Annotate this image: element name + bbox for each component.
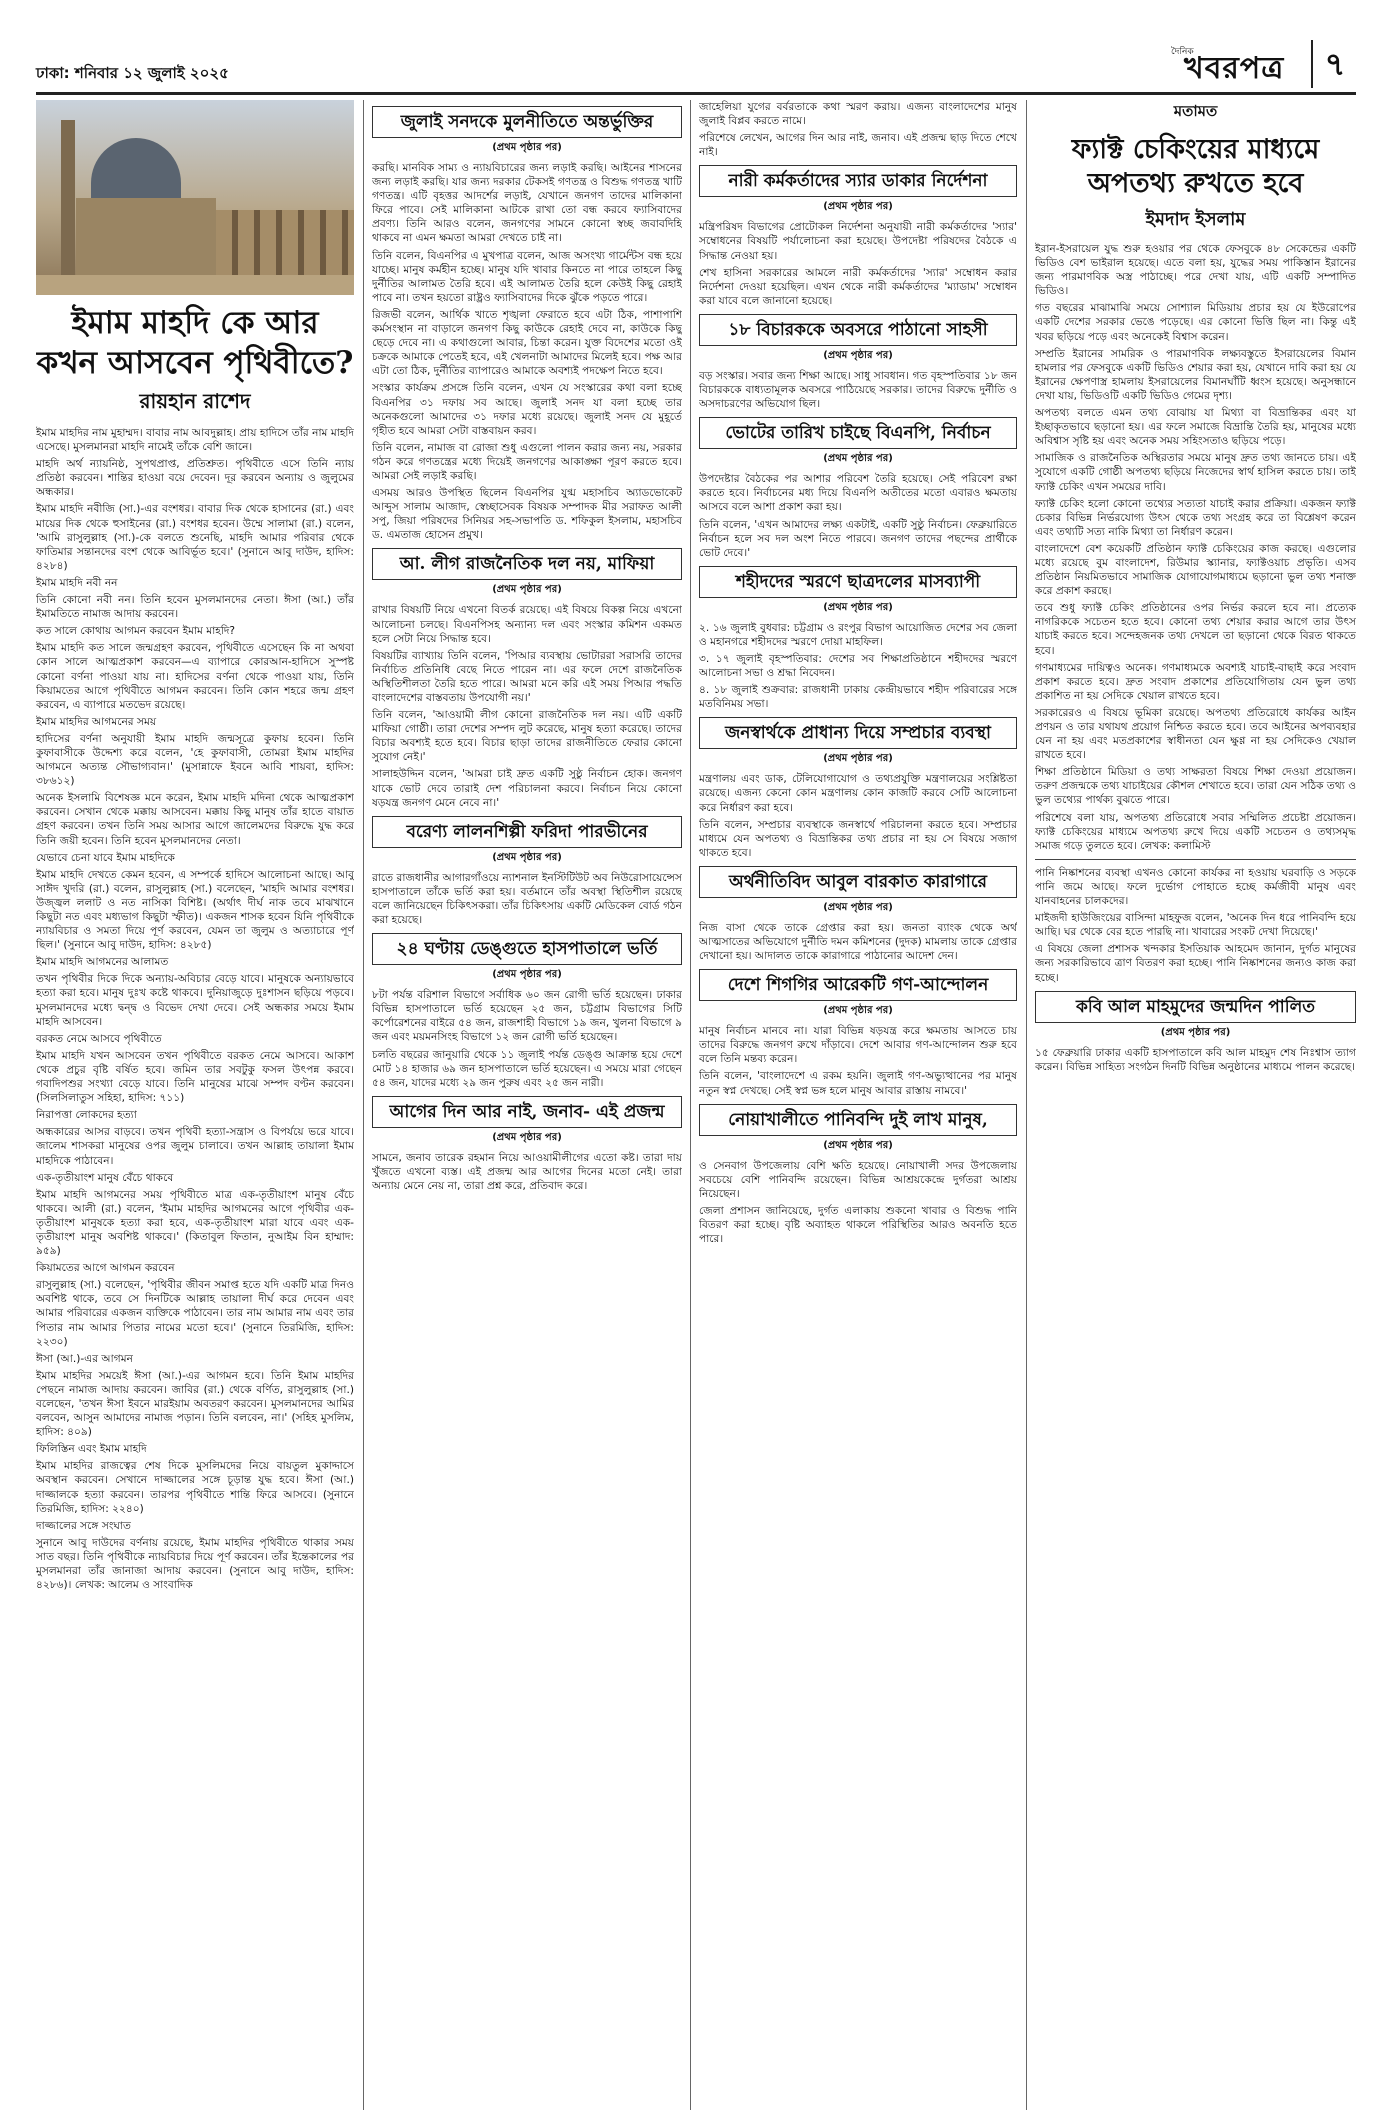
continued-label: (প্রথম পৃষ্ঠার পর) xyxy=(823,753,893,765)
continued-label: (প্রথম পৃষ্ঠার পর) xyxy=(823,901,893,913)
paragraph: ইমাম মাহদি আগমনের আলামত xyxy=(36,956,169,969)
paragraph: রাসুলুল্লাহ (সা.) বলেছেন, 'পৃথিবীর জীবন সমাপ্ত হতে যদি একটি মাত্র দিনও অবশিষ্ট থাকে, তবে সে দিনটিকে আল্লাহ তায়ালা দীর্ঘ করে দেবেন এবং আমার পরিবারের একজন ব্যক্তিকে পাঠাবেন। তার নাম আমার নাম এবং তার পিতার নাম আমার পিতার নামের মতো হবে।' (সুনানে তিরমিজি, হাদিস: ২২৩০) xyxy=(36,1279,354,1348)
paragraph: ৪. ১৮ জুলাই শুক্রবার: রাজধানী ঢাকায় কেন্দ্রীয়ভাবে শহীদ পরিবারের সঙ্গে মতবিনিময় সভা। xyxy=(699,684,1017,711)
paragraph: মন্ত্রণালয় এবং ডাক, টেলিযোগাযোগ ও তথ্যপ্রযুক্তি মন্ত্রণালয়ের সংশ্লিষ্টতা রয়েছে। এজন্য কেনো কোন মন্ত্রণালয় কোন কাজটি করবে সেটি আলোচনা করে নির্ধারণ করা হবে। xyxy=(699,773,1017,814)
mosque-photo xyxy=(36,100,354,295)
paragraph: ইমাম মাহদির নাম মুহাম্মদ। বাবার নাম আবদুল্লাহ। প্রায় হাদিসে তাঁর নাম মাহদি এসেছে। মুসলমানরা মাহদি নামেই তাঁকে বেশি জানে। xyxy=(36,427,354,454)
continued-label: (প্রথম পৃষ্ঠার পর) xyxy=(492,142,562,153)
article-headline: অর্থনীতিবিদ আবুল বারকাত কারাগারে xyxy=(699,866,1017,898)
article-body xyxy=(699,100,1017,159)
paragraph: জেলা প্রশাসন জানিয়েছে, দুর্গত এলাকায় শুকনো খাবার ও বিশুদ্ধ পানি বিতরণ করা হচ্ছে। বৃষ্টি অব্যাহত থাকলে পরিস্থিতির আরও অবনতি হতে পারে। xyxy=(699,1204,1017,1246)
paragraph: এসময় আরও উপস্থিত ছিলেন বিএনপির যুগ্ম মহাসচিব অ্যাডভোকেট আব্দুস সালাম আজাদ, স্বেচ্ছাসেবক বিষয়ক সম্পাদক মীর সরাফত আলী সপু, জিয়া পরিষদের সিনিয়র সহ-সভাপতি ড. শফিকুল ইসলাম, মহাসচিব ড. এমতাজ হোসেন প্রমুখ। xyxy=(372,487,682,542)
article-headline: দেশে শিগগির আরেকটি গণ-আন্দোলন xyxy=(699,969,1017,1001)
paragraph: তিনি বলেন, সম্প্রচার ব্যবস্থাকে জনস্বার্থে পরিচালনা করতে হবে। সম্প্রচার মাধ্যমে যেন অপতথ্য ও বিভ্রান্তিকর তথ্য প্রচার না হয় সে বিষয়ে সজাগ থাকতে হবে। xyxy=(699,818,1017,859)
paragraph: শেখ হাসিনা সরকারের আমলে নারী কর্মকর্তাদের 'স্যার' সম্বোধন করার নির্দেশনা দেওয়া হয়েছিল। এখন থেকে নারী কর্মকর্তাদের 'ম্যাডাম' সম্বোধন করা যাবে বলে জানানো হয়েছে। xyxy=(699,266,1017,307)
article-headline: ফ্যাক্ট চেকিংয়ের মাধ্যমে অপতথ্য রুখতে হবে xyxy=(1071,134,1320,199)
article-body xyxy=(1035,866,1356,985)
paragraph: নিরাপত্তা লোকদের হত্যা xyxy=(36,1109,137,1122)
article-headline: আগের দিন আর নাই, জনাব- এই প্রজন্ম xyxy=(372,1096,682,1128)
issue-date: ঢাকা: শনিবার ১২ জুলাই ২০২৫ xyxy=(36,64,229,82)
paragraph: ইরান-ইসরায়েল যুদ্ধ শুরু হওয়ার পর থেকে ফেসবুকে ৪৮ সেকেন্ডের একটি ভিডিও বেশ ভাইরাল হয়েছে। এতে বলা হয়, যুদ্ধের সময় পাকিস্তান ইরানের জন্য পারমাণবিক অস্ত্র পাঠাচ্ছে। পরে দেখা যায়, এটি একটি সম্পাদিত ভিডিও। xyxy=(1035,243,1356,298)
column-3 xyxy=(699,100,1017,2110)
article-headline: আ. লীগ রাজনৈতিক দল নয়, মাফিয়া xyxy=(372,548,682,580)
paragraph: ২. ১৬ জুলাই বুধবার: চট্টগ্রাম ও রংপুর বিভাগ আয়োজিত দেশের সব জেলা ও মহানগরে শহীদদের স্মরণে দোয়া মাহফিল। xyxy=(699,621,1017,648)
paragraph: ১৫ ফেব্রুয়ারি ঢাকার একটি হাসপাতালে কবি আল মাহমুদ শেষ নিঃশ্বাস ত্যাগ করেন। বিভিন্ন সাহিত্য সংগঠন দিনটি বিভিন্ন অনুষ্ঠানের মাধ্যমে পালন করেছে। xyxy=(1035,1046,1356,1073)
continued-label: (প্রথম পৃষ্ঠার পর) xyxy=(492,584,562,596)
paragraph: ইমাম মাহদি আগমনের সময় পৃথিবীতে মাত্র এক-তৃতীয়াংশ মানুষ বেঁচে থাকবে। আলী (রা.) বলেন, 'ইমাম মাহদির আগমনের আগে পৃথিবীর এক-তৃতীয়াংশ মানুষকে হত্যা করা হবে, এক-তৃতীয়াংশ মারা যাবে এবং এক-তৃতীয়াংশ মানুষ অবশিষ্ট থাকবে।' (কিতাবুল ফিতান, নুআইম বিন হাম্মাদ: ৯৫৯) xyxy=(36,1188,354,1258)
paragraph: অন্ধকারের আসর বাড়বে। তখন পৃথিবী হত্যা-সন্ত্রাস ও বিপর্যয়ে ভরে যাবে। জালেম শাসকরা মানুষের ওপর জুলুম চালাবে। তখন আল্লাহ তায়ালা ইমাম মাহদিকে পাঠাবেন। xyxy=(36,1126,354,1167)
paragraph: জাহেলিয়া যুগের বর্বরতাকে কথা স্মরণ করায়। এজন্য বাংলাদেশের মানুষ জুলাই বিপ্লব করতে নামে। xyxy=(699,101,1017,128)
article-headline: ১৮ বিচারককে অবসরে পাঠানো সাহসী xyxy=(699,314,1017,346)
paragraph: ইমাম মাহদি নবী নন xyxy=(36,576,118,589)
paper-daily-label: দৈনিক xyxy=(1171,47,1194,57)
article-headline: ২৪ ঘণ্টায় ডেঙ্গুতে হাসপাতালে ভর্তি xyxy=(372,933,682,965)
paragraph: অপতথ্য বলতে এমন তথ্য বোঝায় যা মিথ্যা বা বিভ্রান্তিকর এবং যা ইচ্ছাকৃতভাবে ছড়ানো হয়। এর ফলে সমাজে বিভ্রান্তি তৈরি হয়, মানুষের মধ্যে অবিশ্বাস সৃষ্টি হয় এবং অনেক সময় সহিংসতাও ছড়িয়ে পড়ে। xyxy=(1035,407,1356,448)
article-headline: জুলাই সনদকে মুলনীতিতে অন্তর্ভুক্তির xyxy=(372,106,682,138)
continued-label: (প্রথম পৃষ্ঠার পর) xyxy=(823,453,893,465)
column-separator xyxy=(690,100,691,2110)
paragraph: ইমাম মাহদির সময়েই ঈসা (আ.)-এর আগমন হবে। তিনি ইমাম মাহদির পেছনে নামাজ আদায় করবেন। জাবির (রা.) থেকে বর্ণিত, রাসুলুল্লাহ (সা.) বলেছেন, 'তখন ঈসা ইবনে মারইয়াম অবতরণ করবেন। মুসলমানদের আমির বলবেন, আসুন আমাদের নামাজ পড়ান। তিনি বলবেন, না।' (সহিহ মুসলিম, হাদিস: ৪০৯) xyxy=(36,1369,354,1439)
paragraph: তখন পৃথিবীর দিকে দিকে অন্যায়-অবিচার বেড়ে যাবে। মানুষকে অন্যায়ভাবে হত্যা করা হবে। মানুষ দুঃখ কষ্টে থাকবে। দুনিয়াজুড়ে দুঃশাসন ছড়িয়ে পড়বে। মুসলমানদের মধ্যে দ্বন্দ্ব ও বিভেদ দেখা দেবে। সেই অন্ধকার সময়ে ইমাম মাহদি আসবেন। xyxy=(36,973,354,1028)
page-number: ৭ xyxy=(1311,40,1357,88)
paragraph: সুনানে আবু দাউদের বর্ণনায় রয়েছে, ইমাম মাহদির পৃথিবীতে থাকার সময় সাত বছর। তিনি পৃথিবীকে ন্যায়বিচার দিয়ে পূর্ণ করবেন। তাঁর ইন্তেকালের পর মুসলমানরা তাঁর জানাজা আদায় করবেন। (সুনানে আবু দাউদ, হাদিস: ৪২৮৬)। লেখক: আলেম ও সাংবাদিক xyxy=(36,1536,354,1592)
paragraph: রাখার বিষয়টি নিয়ে এখনো বিতর্ক রয়েছে। এই বিষয়ে বিকল্প নিয়ে এখনো আলোচনা চলছে। বিএনপিসহ অন্যান্য দল এবং সংস্কার কমিশন একমত হলে সেটা নিয়ে সিদ্ধান্ত হবে। xyxy=(372,604,682,645)
article-body xyxy=(699,921,1017,963)
paragraph: গত বছরের মাঝামাঝি সময়ে সোশ্যাল মিডিয়ায় প্রচার হয় যে ইউরোপের একটি দেশের সরকার ভেঙে পড়েছে। এর কোনো ভিত্তি ছিল না। কিন্তু এই খবর ছড়িয়ে পড়ে এবং অনেকেই বিশ্বাস করেন। xyxy=(1035,302,1356,343)
header-rule xyxy=(36,92,1356,95)
paragraph: মাহদি অর্থ ন্যায়নিষ্ঠ, সুপথপ্রাপ্ত, প্রতিশ্রুত। পৃথিবীতে এসে তিনি ন্যায় প্রতিষ্ঠা করবেন। শান্তির হাওয়া বয়ে দেবেন। দূর করবেন অন্যায় ও জুলুমের অন্ধকার। xyxy=(36,458,354,499)
article-body xyxy=(699,1159,1017,1247)
article-body xyxy=(372,1151,682,1193)
paragraph: তিনি বলেন, নামাজ বা রোজা শুধু এগুলো পালন করার জন্য নয়, সরকার গঠন করে গণতন্ত্রের মধ্যে দিয়েই জনগণের আকাঙ্ক্ষা পূরণ করতে হবে। আমরা সেই লড়াই করছি। xyxy=(372,441,682,482)
paragraph: সালাহউদ্দিন বলেন, 'আমরা চাই দ্রুত একটি সুষ্ঠু নির্বাচন হোক। জনগণ যাকে ভোট দেবে তারাই দেশ পরিচালনা করবে। নির্বাচন নিয়ে কোনো ষড়যন্ত্র জনগণ মেনে নেবে না।' xyxy=(372,768,682,809)
paragraph: রিজভী বলেন, আর্থিক খাতে শৃঙ্খলা ফেরাতে হবে এটা ঠিক, পাশাপাশি কর্মসংস্থান না বাড়ালে জনগণ কিছু কাউকে রেহাই দেবে না, কাউকে কিছু ছেড়ে দেবে না। এ কথাগুলো আবার, চিন্তা করেন। যুক্ত বিদেশের মতো ওই চক্রকে আমাকে পেতেই হবে, এই খেলনাটা আমাদের মিলেই হবে। পক্ষ আর এটা তো ঠিক, দুর্নীতির ব্যাপারেও আমাকে অবশ্যই পদক্ষেপ নিতে হবে। xyxy=(372,308,682,378)
paragraph: পানি নিষ্কাশনের ব্যবস্থা এখনও কোনো কার্যকর না হওয়ায় ঘরবাড়ি ও সড়কে পানি জমে আছে। ফলে দুর্ভোগ পোহাতে হচ্ছে কর্মজীবী মানুষ এবং যানবাহনের চালকদের। xyxy=(1035,866,1356,908)
article-body xyxy=(36,426,354,1592)
column-2 xyxy=(372,100,682,2110)
paragraph: বিষয়টির ব্যাখ্যায় তিনি বলেন, 'পিআর ব্যবস্থায় ভোটাররা সরাসরি তাদের নির্বাচিত প্রতিনিধি বেছে নিতে পারেন না। এর ফলে দেশে রাজনৈতিক অস্থিতিশীলতা তৈরি হতে পারে। আমরা মনে করি এই সময় পিআর পদ্ধতি বাংলাদেশের বাস্তবতায় উপযোগী নয়।' xyxy=(372,649,682,704)
paragraph: তবে শুধু ফ্যাক্ট চেকিং প্রতিষ্ঠানের ওপর নির্ভর করলে হবে না। প্রত্যেক নাগরিককে সচেতন হতে হবে। কোনো তথ্য শেয়ার করার আগে তার উৎস যাচাই করতে হবে। সন্দেহজনক তথ্য দেখলে তা ছড়ানো থেকে বিরত থাকতে হবে। xyxy=(1035,602,1356,657)
paragraph: সামাজিক ও রাজনৈতিক অস্থিরতার সময়ে মানুষ দ্রুত তথ্য জানতে চায়। এই সুযোগে একটি গোষ্ঠী অপতথ্য ছড়িয়ে নিজেদের স্বার্থ হাসিল করতে চায়। তাই ফ্যাক্ট চেকিং এখন সময়ের দাবি। xyxy=(1035,452,1356,493)
paragraph: ইমাম মাহদি যখন আসবেন তখন পৃথিবীতে বরকত নেমে আসবে। আকাশ থেকে প্রচুর বৃষ্টি বর্ষিত হবে। জমিন তার সবটুকু ফসল উৎপন্ন করবে। গবাদিপশুর সংখ্যা বেড়ে যাবে। তিনি মানুষের মাঝে সম্পদ বণ্টন করবেন। (সিলসিলাতুস সহিহা, হাদিস: ৭১১) xyxy=(36,1049,354,1105)
paragraph: পরিশেষে বলা যায়, অপতথ্য প্রতিরোধে সবার সম্মিলিত প্রচেষ্টা প্রয়োজন। ফ্যাক্ট চেকিংয়ের মাধ্যমে অপতথ্য রুখে দিয়ে একটি সচেতন ও তথ্যসমৃদ্ধ সমাজ গড়ে তুলতে হবে। লেখক: কলামিস্ট xyxy=(1035,811,1356,852)
paragraph: সংস্কার কার্যক্রম প্রসঙ্গে তিনি বলেন, এখন যে সংস্কারের কথা বলা হচ্ছে বিএনপির ৩১ দফায় সব আছে। জুলাই সনদ যা বলা হচ্ছে তার অনেকগুলো আমাদের ৩১ দফার মধ্যে রয়েছে। জুলাই সনদ যে মুহূর্তে গৃহীত হবে আমরা সেটা বাস্তবায়ন করব। xyxy=(372,382,682,437)
paragraph: যেভাবে চেনা যাবে ইমাম মাহদিকে xyxy=(36,851,175,864)
paragraph: রাতে রাজধানীর আগারগাঁওয়ে ন্যাশনাল ইনস্টিটিউট অব নিউরোসায়েন্সেস হাসপাতালে তাঁকে ভর্তি করা হয়। বর্তমানে তাঁর অবস্থা স্থিতিশীল রয়েছে বলে জানিয়েছেন চিকিৎসকরা। তাঁর চিকিৎসায় একটি মেডিকেল বোর্ড গঠন করা হয়েছে। xyxy=(372,871,682,927)
article-body xyxy=(372,603,682,809)
paragraph: কত সালে কোথায় আগমন করবেন ইমাম মাহদি? xyxy=(36,625,236,638)
article-body xyxy=(1035,242,1356,853)
article-body xyxy=(372,871,682,927)
article-body xyxy=(372,988,682,1090)
paragraph: তিনি বলেন, বিএনপির এ মুখপাত্র বলেন, আজ অসংখ্য গার্মেন্টস বন্ধ হয়ে যাচ্ছে। মানুষ কর্মহীন হচ্ছে। মানুষ যদি খাবার কিনতে না পারে তাহলে কিছু দুর্নীতির আলামত তৈরি হবে। এই আলামত তৈরি হলে কেউই কিছু রেহাই পাবে না। তখন হয়তো রাষ্ট্রও ফ্যাসিবাদের দিকে ঝুঁকে পড়তে পারে। xyxy=(372,249,682,304)
continued-label: (প্রথম পৃষ্ঠার পর) xyxy=(1160,1026,1231,1038)
paragraph: ইমাম মাহদির রাজত্বের শেষ দিকে মুসলিমদের নিয়ে বায়তুল মুকাদ্দাসে অবস্থান করবেন। সেখানে দাজ্জালের সঙ্গে চূড়ান্ত যুদ্ধ হবে। ঈসা (আ.) দাজ্জালকে হত্যা করবেন। তারপর পৃথিবীতে শান্তি ফিরে আসবে। (সুনানে তিরমিজি, হাদিস: ২২৪০) xyxy=(36,1460,354,1515)
paragraph: ইমাম মাহদি দেখতে কেমন হবেন, এ সম্পর্কে হাদিসে আলোচনা আছে। আবু সাঈদ খুদরি (রা.) বলেন, রাসুলুল্লাহ (সা.) বলেছেন, 'মাহদি আমার বংশধর। উজ্জ্বল ললাট ও নত নাসিকা বিশিষ্ট। (অর্থাৎ দীর্ঘ নাক তবে মাঝখানে কিছুটা নত এবং মধ্যভাগ কিছুটা স্ফীত)। একজন শাসক হবেন যিনি পৃথিবীকে ন্যায়বিচার ও সমতা দিয়ে পূর্ণ করবেন, যেমন তা জুলুম ও অত্যাচারে পূর্ণ ছিল।' (সুনানে আবু দাউদ, হাদিস: ৪২৮৫) xyxy=(36,868,354,952)
section-label: মতামত xyxy=(1173,102,1218,120)
paper-name: খবরপত্র xyxy=(1184,51,1285,86)
article-headline: ইমাম মাহদি কে আর কখন আসবেন পৃথিবীতে? xyxy=(36,305,354,381)
paragraph: গণমাধ্যমের দায়িত্বও অনেক। গণমাধ্যমকে অবশ্যই যাচাই-বাছাই করে সংবাদ প্রকাশ করতে হবে। দ্রুত সংবাদ প্রকাশের প্রতিযোগিতায় যেন ভুল তথ্য প্রকাশিত না হয় সেদিকে খেয়াল রাখতে হবে। xyxy=(1035,661,1356,702)
paragraph: কিয়ামতের আগে আগমন করবেন xyxy=(36,1262,175,1275)
article-body xyxy=(699,621,1017,712)
paragraph: চলতি বছরের জানুয়ারি থেকে ১১ জুলাই পর্যন্ত ডেঙ্গু আক্রান্ত হয়ে দেশে মোট ১৪ হাজার ৬৯ জন হাসপাতালে ভর্তি হয়েছেন। এ সময়ে মারা গেছেন ৫৪ জন, যাদের মধ্যে ২৯ জন পুরুষ এবং ২৫ জন নারী। xyxy=(372,1048,682,1089)
paragraph: বাংলাদেশে বেশ কয়েকটি প্রতিষ্ঠান ফ্যাক্ট চেকিংয়ের কাজ করছে। এগুলোর মধ্যে রয়েছে বুম বাংলাদেশ, রিউমার স্ক্যানার, ফ্যাক্টওয়াচ প্রভৃতি। এসব প্রতিষ্ঠান নিয়মিতভাবে সামাজিক যোগাযোগমাধ্যমে ছড়ানো ভুল তথ্য শনাক্ত করে প্রকাশ করছে। xyxy=(1035,542,1356,598)
paragraph: ফ্যাক্ট চেকিং হলো কোনো তথ্যের সত্যতা যাচাই করার প্রক্রিয়া। একজন ফ্যাক্ট চেকার বিভিন্ন নির্ভরযোগ্য উৎস থেকে তথ্য সংগ্রহ করে তা বিশ্লেষণ করেন এবং তথ্যটি সত্য নাকি মিথ্যা তা নির্ধারণ করেন। xyxy=(1035,497,1356,538)
continued-label: (প্রথম পৃষ্ঠার পর) xyxy=(823,601,893,613)
continued-label: (প্রথম পৃষ্ঠার পর) xyxy=(492,969,562,981)
paragraph: ৮টা পর্যন্ত বরিশাল বিভাগে সর্বাধিক ৬০ জন রোগী ভর্তি হয়েছেন। ঢাকার বিভিন্ন হাসপাতালে ভর্তি হয়েছেন ২৫ জন, চট্টগ্রাম বিভাগের সিটি কর্পোরেশনের বাইরে ৫৪ জন, রাজশাহী বিভাগে ১৯ জন, খুলনা বিভাগে ৯ জন এবং ময়মনসিংহ বিভাগে ১২ জন রোগী ভর্তি হয়েছেন। xyxy=(372,989,682,1044)
article-headline: শহীদদের স্মরণে ছাত্রদলের মাসব্যাপী xyxy=(699,566,1017,598)
paragraph: সরকারেরও এ বিষয়ে ভূমিকা রয়েছে। অপতথ্য প্রতিরোধে কার্যকর আইন প্রণয়ন ও তার যথাযথ প্রয়োগ নিশ্চিত করতে হবে। তবে আইনের অপব্যবহার যেন না হয় এবং মতপ্রকাশের স্বাধীনতা যেন ক্ষুণ্ণ না হয় সেদিকেও খেয়াল রাখতে হবে। xyxy=(1035,706,1356,762)
continued-label: (প্রথম পৃষ্ঠার পর) xyxy=(823,201,893,213)
article-body xyxy=(699,220,1017,308)
paragraph: ৩. ১৭ জুলাই বৃহস্পতিবার: দেশের সব শিক্ষাপ্রতিষ্ঠানে শহীদদের স্মরণে আলোচনা সভা ও শ্রদ্ধা নিবেদন। xyxy=(699,652,1017,680)
paragraph: বরকত নেমে আসবে পৃথিবীতে xyxy=(36,1032,162,1045)
paragraph: শিক্ষা প্রতিষ্ঠানে মিডিয়া ও তথ্য সাক্ষরতা বিষয়ে শিক্ষা দেওয়া প্রয়োজন। তরুণ প্রজন্মকে তথ্য যাচাইয়ের কৌশল শেখাতে হবে। তারা যেন সঠিক তথ্য ও ভুল তথ্যের পার্থক্য বুঝতে পারে। xyxy=(1035,766,1356,807)
article-body xyxy=(699,369,1017,411)
paragraph: এক-তৃতীয়াংশ মানুষ বেঁচে থাকবে xyxy=(36,1171,174,1184)
continued-label: (প্রথম পৃষ্ঠার পর) xyxy=(492,851,562,863)
paragraph: ইমাম মাহদি নবীজি (সা.)-এর বংশধর। বাবার দিক থেকে হাসানের (রা.) এবং মায়ের দিক থেকে হুসাইনের (রা.) বংশধর হবেন। উম্মে সালামা (রা.) বলেন, 'আমি রাসুলুল্লাহ (সা.)-কে বলতে শুনেছি, মাহদি আমার পরিবার থেকে ফাতিমার সন্তানদের বংশ থেকে আবির্ভূত হবে।' (সুনানে আবু দাউদ, হাদিস: ৪২৮৪) xyxy=(36,503,354,572)
paragraph: ফিলিস্তিন এবং ইমাম মাহদি xyxy=(36,1443,147,1456)
column-4 xyxy=(1035,100,1356,2110)
article-body xyxy=(699,772,1017,860)
paragraph: মন্ত্রিপরিষদ বিভাগের প্রোটোকল নির্দেশনা অনুযায়ী নারী কর্মকর্তাদের 'স্যার' সম্বোধনের বিষয়টি পর্যালোচনা করা হয়েছে। উপদেষ্টা পরিষদের বৈঠকে এ সিদ্ধান্ত নেওয়া হয়। xyxy=(699,221,1017,262)
paragraph: মানুষ নির্বাচন মানবে না। যারা বিভিন্ন ষড়যন্ত্র করে ক্ষমতায় আসতে চায় তাদের বিরুদ্ধে জনগণ রুখে দাঁড়াবে। দেশে আবার গণ-আন্দোলন শুরু হবে বলে তিনি মন্তব্য করেন। xyxy=(699,1025,1017,1066)
paragraph: সামনে, জনাব তারেক রহমান নিয়ে আওয়ামীলীগের এতো কষ্ট। তারা দায় খুঁজতে এখনো ব্যস্ত। এই প্রজন্ম আর আগের দিনের মতো নেই। তারা অন্যায় মেনে নেয় না, তারা প্রশ্ন করে, প্রতিবাদ করে। xyxy=(372,1151,682,1192)
paragraph: নিজ বাসা থেকে তাকে গ্রেপ্তার করা হয়। জনতা ব্যাংক থেকে অর্থ আত্মসাতের অভিযোগে দুর্নীতি দমন কমিশনের (দুদক) মামলায় তাকে গ্রেপ্তার দেখানো হয়। আদালত তাকে কারাগারে পাঠানোর আদেশ দেন। xyxy=(699,921,1017,963)
article-headline: বরেণ্য লালনশিল্পী ফরিদা পারভীনের xyxy=(372,816,682,848)
paragraph: এ বিষয়ে জেলা প্রশাসক খন্দকার ইসতিয়াক আহমেদ জানান, দুর্গত মানুষের জন্য সরকারিভাবে ত্রাণ বিতরণ করা হচ্ছে। পানি নিষ্কাশনের জন্যও কাজ করা হচ্ছে। xyxy=(1035,943,1356,984)
article-headline: নারী কর্মকর্তাদের স্যার ডাকার নির্দেশনা xyxy=(699,165,1017,197)
paragraph: বড় সংস্কার। সবার জন্য শিক্ষা আছে। সাধু সাবধান। গত বৃহস্পতিবার ১৮ জন বিচারককে বাধ্যতামূলক অবসরে পাঠিয়েছে সরকার। তাদের বিরুদ্ধে দুর্নীতি ও অসদাচরণের অভিযোগ ছিল। xyxy=(699,369,1017,411)
article-headline: নোয়াখালীতে পানিবন্দি দুই লাখ মানুষ, xyxy=(699,1104,1017,1136)
continued-label: (প্রথম পৃষ্ঠার পর) xyxy=(823,1005,893,1017)
paragraph: করছি। মানবিক সাম্য ও ন্যায়বিচারের জন্য লড়াই করছি। আইনের শাসনের জন্য লড়াই করছি। যার জন্য দরকার টেকসই গণতন্ত্র ও বিশুদ্ধ গণতন্ত্র খাটি গণতন্ত্র। এটি বৃহত্তর আদর্শের লড়াই, যেখানে জনগণ তাদের মালিকানা ফিরে পাবে। সেই মালিকানা আটকে রাখা তো বন্ধ করবে ফ্যাসিবাদের প্রবণ্য। তিনি আরও বলেন, জনগণের সামনে কোনো স্বচ্ছ জবাবদিহি থাকবে না এমন ক্ষমতা আমরা দেখতে চাই না। xyxy=(372,162,682,245)
article-body xyxy=(699,1024,1017,1097)
article-headline: কবি আল মাহমুদের জন্মদিন পালিত xyxy=(1035,991,1356,1023)
paragraph: দাজ্জালের সঙ্গে সংঘাত xyxy=(36,1519,131,1532)
paragraph: ঈসা (আ.)-এর আগমন xyxy=(36,1352,133,1365)
paragraph: মাইজদী হাউজিংয়ের বাসিন্দা মাহফুজ বলেন, 'অনেক দিন ধরে পানিবন্দি হয়ে আছি। ঘর থেকে বের হতে পারছি না। খাবারের সংকট দেখা দিয়েছে।' xyxy=(1035,912,1356,939)
paragraph: সম্প্রতি ইরানের সামরিক ও পারমাণবিক লক্ষ্যবস্তুতে ইসরায়েলের বিমান হামলার পর ফেসবুকে একটি ভিডিও শেয়ার করা হয়, যেখানে দাবি করা হয় যে ইরানের ক্ষেপণাস্ত্র হামলায় ইসরায়েলের বিমানঘাঁটি ধ্বংস হয়েছে। অনুসন্ধানে দেখা যায়, ভিডিওটি একটি ভিডিও গেমের দৃশ্য। xyxy=(1035,347,1356,402)
paragraph: ও সেনবাগ উপজেলায় বেশি ক্ষতি হয়েছে। নোয়াখালী সদর উপজেলায় সবচেয়ে বেশি পানিবন্দি রয়েছেন। বিভিন্ন আশ্রয়কেন্দ্রে দুর্গতরা আশ্রয় নিয়েছেন। xyxy=(699,1159,1017,1200)
article-byline: ইমদাদ ইসলাম xyxy=(1145,209,1246,230)
column-separator xyxy=(363,100,364,2110)
paragraph: অনেক ইসলামি বিশেষজ্ঞ মনে করেন, ইমাম মাহদি মদিনা থেকে আত্মপ্রকাশ করবেন। সেখান থেকে মক্কায় আসবেন। মক্কায় কিছু মানুষ তাঁর হাতে বায়াত গ্রহণ করবেন। তখন তিনি সময় আসার আগে জালেমদের বিরুদ্ধে যুদ্ধ করে তিনি জয়ী হবেন। তিনি হবেন মুসলমানদের নেতা। xyxy=(36,792,354,847)
paragraph: তিনি বলেন, 'এখন আমাদের লক্ষ্য একটাই, একটি সুষ্ঠু নির্বাচন। ফেব্রুয়ারিতে নির্বাচন হলে সব দল অংশ নিতে পারবে। জনগণ তাদের পছন্দের প্রার্থীকে ভোট দেবে।' xyxy=(699,518,1017,559)
section-divider xyxy=(1035,859,1356,860)
paragraph: ইমাম মাহদির আগমনের সময় xyxy=(36,715,157,728)
article-byline: রায়হান রাশেদ xyxy=(139,389,251,413)
paragraph: ইমাম মাহদি কত সালে জন্মগ্রহণ করবেন, পৃথিবীতে এসেছেন কি না অথবা কোন সালে আত্মপ্রকাশ করবেন—এ ব্যাপারে কোরআন-হাদিসে সুস্পষ্ট কোনো বর্ণনা পাওয়া যায় না। হাদিসের বর্ণনা থেকে পাওয়া যায়, তিনি কিয়ামতের আগে পৃথিবীতে আগমন করবেন। তিনি কোন শহরে জন্ম গ্রহণ করবেন, এ ব্যাপারে মতভেদ রয়েছে। xyxy=(36,642,354,711)
paragraph: উপদেষ্টার বৈঠকের পর আশার পরিবেশ তৈরি হয়েছে। সেই পরিবেশ রক্ষা করতে হবে। নির্বাচনের মধ্য দিয়ে বিএনপি অতীতের মতো এবারও ক্ষমতায় আসবে বলে আশা প্রকাশ করা হয়। xyxy=(699,473,1017,514)
article-headline: জনস্বার্থকে প্রাধান্য দিয়ে সম্প্রচার ব্যবস্থা xyxy=(699,717,1017,749)
paragraph: তিনি বলেন, 'বাংলাদেশে এ রকম হয়নি। জুলাই গণ-অভ্যুত্থানের পর মানুষ নতুন স্বপ্ন দেখছে। সেই স্বপ্ন ভঙ্গ হলে মানুষ আবার রাস্তায় নামবে।' xyxy=(699,1070,1017,1097)
continued-label: (প্রথম পৃষ্ঠার পর) xyxy=(823,1139,893,1151)
article-body xyxy=(372,161,682,542)
continued-label: (প্রথম পৃষ্ঠার পর) xyxy=(492,1131,562,1143)
article-headline: ভোটের তারিখ চাইছে বিএনপি, নির্বাচন xyxy=(699,417,1017,449)
paragraph: তিনি কোনো নবী নন। তিনি হবেন মুসলমানদের নেতা। ঈসা (আ.) তাঁর ইমামতিতে নামাজ আদায় করবেন। xyxy=(36,594,354,621)
paragraph: হাদিসের বর্ণনা অনুযায়ী ইমাম মাহদি জন্মসূত্রে কুফায় হবেন। তিনি কুফাবাসীকে উদ্দেশ্য করে বলেন, 'হে কুফাবাসী, তোমরা ইমাম মাহদির আগমনে অত্যন্ত সৌভাগ্যবান।' (মুসান্নাফে ইবনে আবি শায়বা, হাদিস: ৩৮৬১২) xyxy=(36,732,354,788)
paragraph: পরিশেষে লেখেন, আগের দিন আর নাই, জনাব। এই প্রজন্ম ছাড় দিতে শেখে নাই। xyxy=(699,132,1017,159)
paragraph: তিনি বলেন, 'আওয়ামী লীগ কোনো রাজনৈতিক দল নয়। এটি একটি মাফিয়া গোষ্ঠী। তারা দেশের সম্পদ লুট করেছে, মানুষ হত্যা করেছে। তাদের বিচার অবশ্যই হতে হবে। বিচার ছাড়া তাদের রাজনীতিতে ফেরার কোনো সুযোগ নেই।' xyxy=(372,709,682,764)
article-body xyxy=(1035,1046,1356,1074)
article-body xyxy=(699,472,1017,560)
column-1 xyxy=(36,100,354,2110)
continued-label: (প্রথম পৃষ্ঠার পর) xyxy=(823,349,893,361)
page-header xyxy=(36,40,1356,96)
column-separator xyxy=(1026,100,1027,2110)
